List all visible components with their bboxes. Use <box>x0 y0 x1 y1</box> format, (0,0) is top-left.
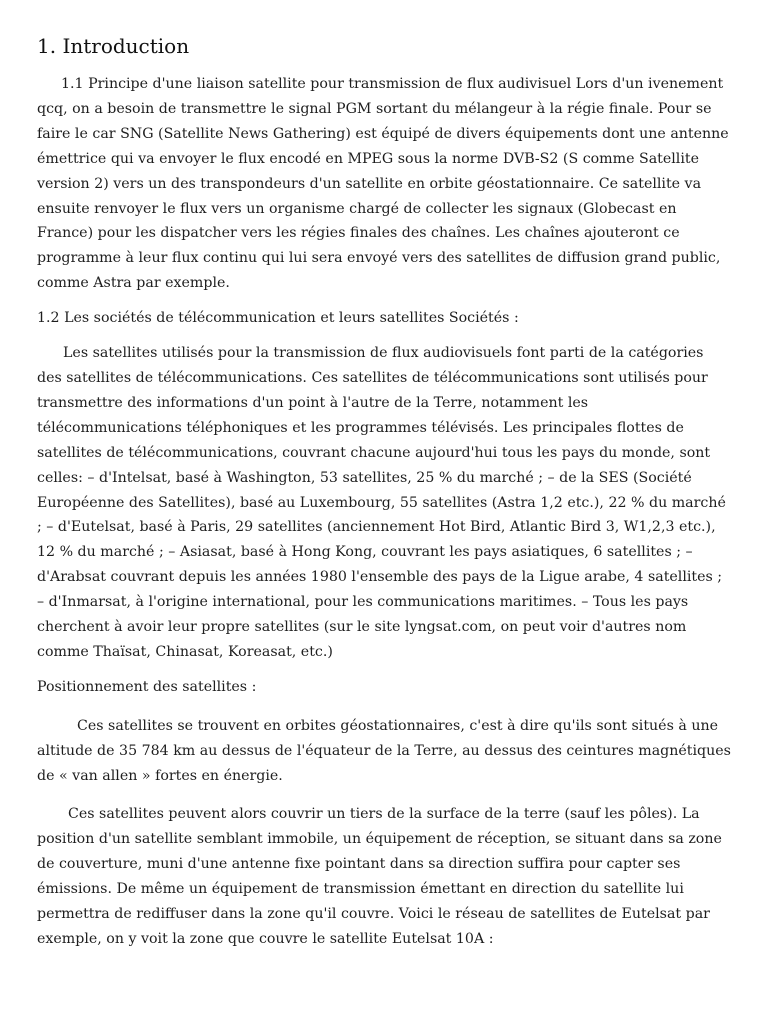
paragraph-principe-liaison: 1.1 Principe d'une liaison satellite pour transmission de flux audivisuel Lors d'un ivenement qcq, on a besoin de transmettre le signal PGM sortant du mélangeur à la régie finale. Pour se faire le car SNG (Satellite News Gathering) est équipé de divers équipements dont une antenne émettrice qui va envoyer le flux encodé en MPEG sous la norme DVB-S2 (S comme Satellite version 2) vers un des transpondeurs d'un satellite en orbite géostationnaire. Ce satellite va ensuite renvoyer le flux vers un organisme chargé de collecter les signaux (Globecast en France) pour les dispatcher vers les régies finales des chaînes. Les chaînes ajouteront ce programme à leur flux continu qui lui sera envoyé vers des satellites de diffusion grand public, comme Astra par exemple. <box>37 76 729 292</box>
document-page <box>37 32 732 962</box>
section-heading: 1. Introduction <box>37 34 190 58</box>
subheading-societes: 1.2 Les sociétés de télécommunication et leurs satellites Sociétés : <box>37 310 519 327</box>
paragraph-couverture: Ces satellites peuvent alors couvrir un tiers de la surface de la terre (sauf les pôles). La position d'un satellite semblant immobile, un équipement de réception, se situant dans sa zone de couverture, muni d'une antenne fixe pointant dans sa direction suffira pour capter ses émissions. De même un équipement de transmission émettant en direction du satellite lui permettra de rediffuser dans la zone qu'il couvre. Voici le réseau de satellites de Eutelsat par exemple, on y voit la zone que couvre le satellite Eutelsat 10A : <box>37 806 722 947</box>
subheading-positionnement: Positionnement des satellites : <box>37 678 257 695</box>
paragraph-satellites-telecom: Les satellites utilisés pour la transmission de flux audiovisuels font parti de la catégories des satellites de télécommunications. Ces satellites de télécommunications sont utilisés pour transmettre des informations d'un point à l'autre de la Terre, notamment les télécommunications téléphoniques et les programmes télévisés. Les principales flottes de satellites de télécommunications, couvrant chacune aujourd'hui tous les pays du monde, sont celles: – d'Intelsat, basé à Washington, 53 satellites, 25 % du marché ; – de la SES (Société Européenne des Satellites), basé au Luxembourg, 55 satellites (Astra 1,2 etc.), 22 % du marché ; – d'Eutelsat, basé à Paris, 29 satellites (anciennement Hot Bird, Atlantic Bird 3, W1,2,3 etc.), 12 % du marché ; – Asiasat, basé à Hong Kong, couvrant les pays asiatiques, 6 satellites ; – d'Arabsat couvrant depuis les années 1980 l'ensemble des pays de la Ligue arabe, 4 satellites ; – d'Inmarsat, à l'origine international, pour les communications maritimes. – Tous les pays cherchent à avoir leur propre satellites (sur le site lyngsat.com, on peut voir d'autres nom comme Thaïsat, Chinasat, Koreasat, etc.) <box>37 345 726 660</box>
paragraph-orbites: Ces satellites se trouvent en orbites géostationnaires, c'est à dire qu'ils sont situés à une altitude de 35 784 km au dessus de l'équateur de la Terre, au dessus des ceintures magnétiques de « van allen » fortes en énergie. <box>37 717 731 784</box>
